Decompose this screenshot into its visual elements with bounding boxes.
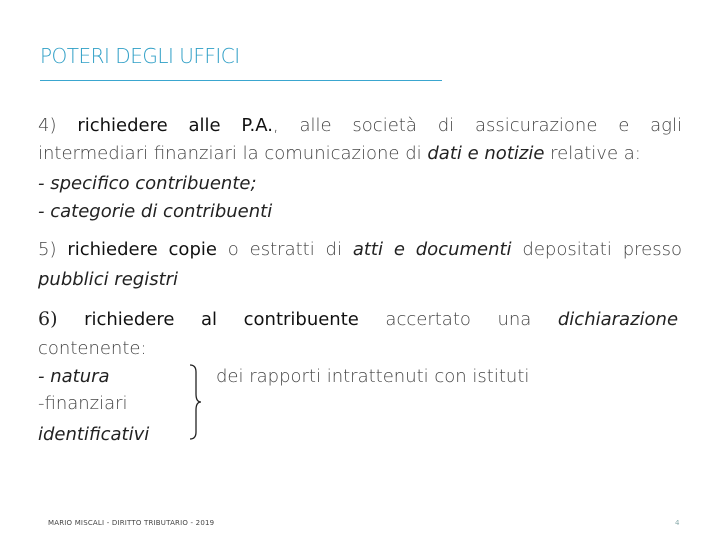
- item4-line2-em: dati e notizie: [427, 143, 545, 164]
- item6-brace-text: dei rapporti intrattenuti con istituti: [216, 366, 530, 387]
- item5-post: depositati presso: [511, 239, 682, 260]
- item4-bullet2: - categorie di contribuenti: [38, 201, 273, 222]
- title-underline: [40, 80, 442, 81]
- item4-bullet1-text: - specifico contribuente: [38, 173, 251, 194]
- slide-title: POTERI DEGLI UFFICI: [40, 44, 240, 68]
- item4-number: 4): [38, 115, 57, 136]
- item4-line2: [38, 140, 682, 168]
- item4-bullet1: [38, 170, 257, 198]
- item6-number: 6): [38, 308, 58, 330]
- item4-line2-post: relative a:: [544, 143, 641, 164]
- item6-line1: [38, 305, 678, 334]
- item5-number: 5): [38, 239, 57, 260]
- item5-line2: pubblici registri: [38, 269, 179, 290]
- item5-line1: [38, 236, 682, 264]
- item4-bullet1-sep: ;: [250, 173, 257, 194]
- item6-option-identificativi: identificativi: [38, 424, 150, 445]
- item6-em: dichiarazione: [557, 309, 679, 330]
- item4-line1: [38, 112, 682, 140]
- item4-line2-pre: intermediari finanziari la comunicazione di: [38, 143, 428, 164]
- item5-em: atti e documenti: [352, 239, 512, 260]
- curly-brace-icon: [188, 364, 202, 440]
- page-number: 4: [675, 519, 680, 527]
- item6-option-finanziari: -finanziari: [38, 393, 128, 414]
- item5-action: richiedere copie: [67, 239, 217, 260]
- item6-line2: contenente:: [38, 338, 147, 359]
- item6-option-natura: - natura: [38, 366, 110, 387]
- item6-mid: accertato una: [358, 309, 558, 330]
- item4-action: richiedere alle P.A.: [77, 115, 273, 136]
- item6-action: richiedere al contribuente: [84, 309, 359, 330]
- footer-text: MARIO MISCALI - DIRITTO TRIBUTARIO - 2019: [48, 519, 215, 527]
- item5-mid: o estratti di: [216, 239, 353, 260]
- item4-rest: , alle società di assicurazione e agli: [272, 115, 682, 136]
